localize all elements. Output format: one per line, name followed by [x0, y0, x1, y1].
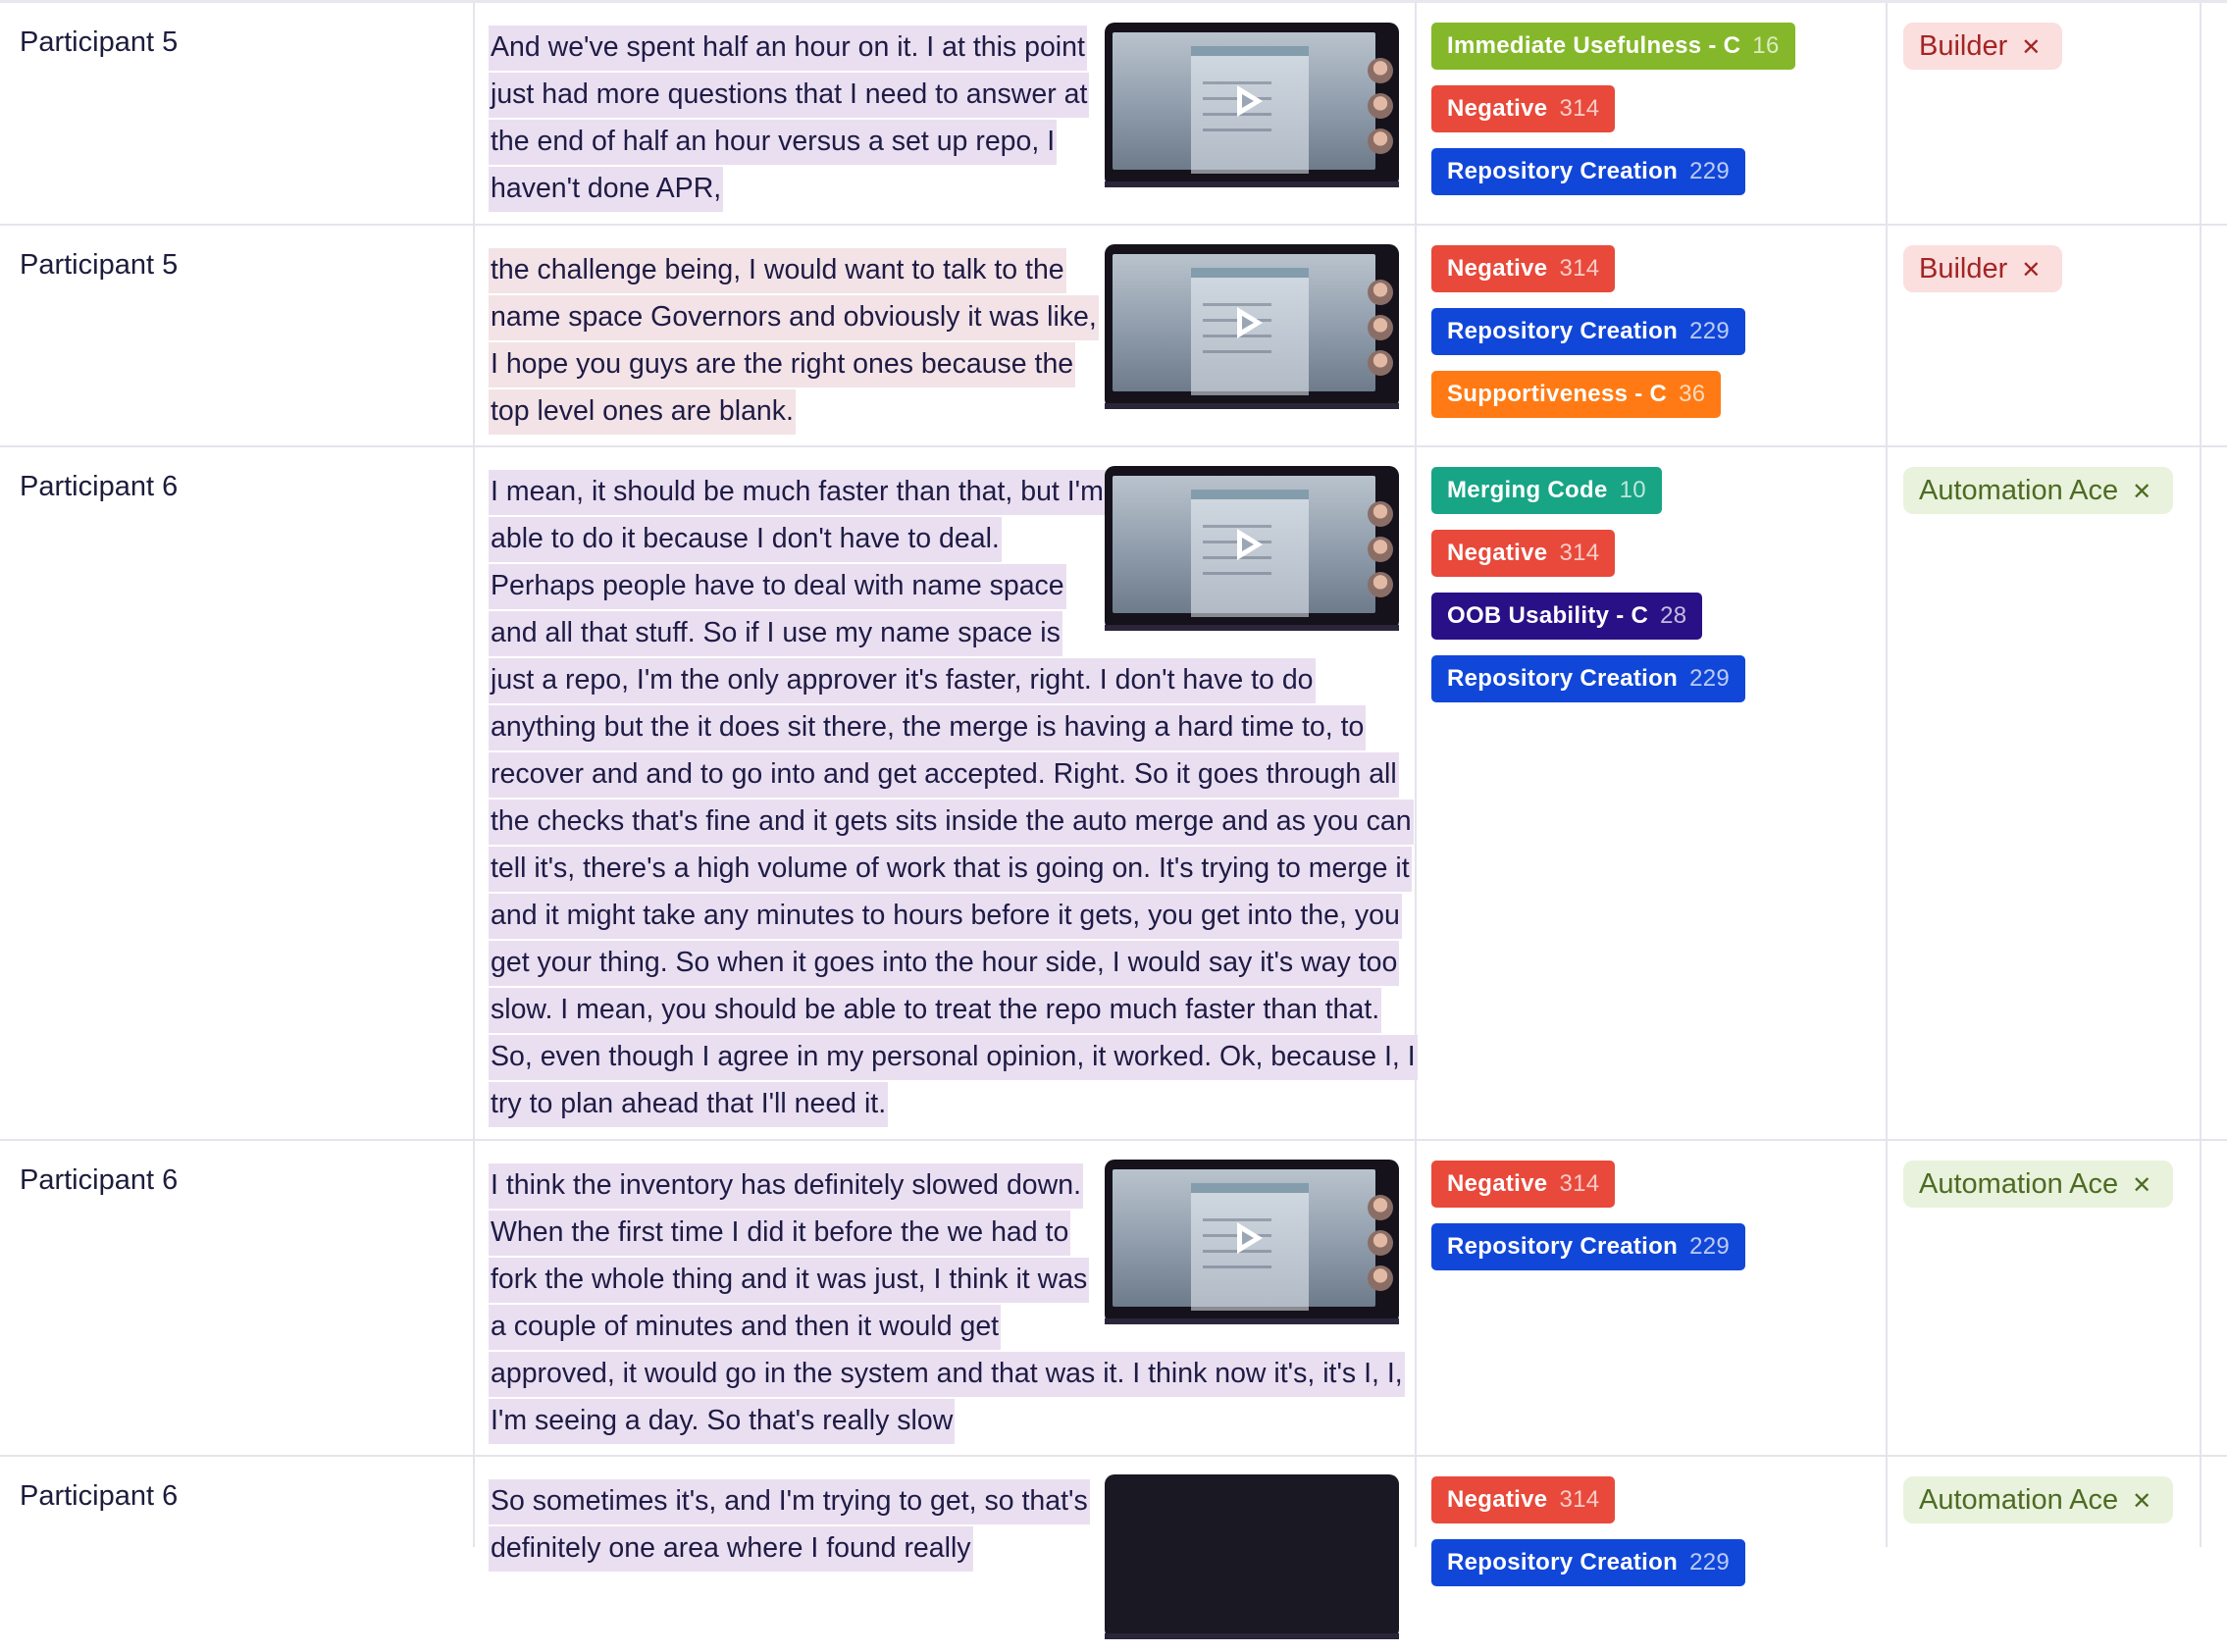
- tag-count: 16: [1752, 32, 1780, 59]
- tag-label: Negative: [1447, 255, 1548, 282]
- persona-chip[interactable]: [1903, 23, 2062, 70]
- column-divider: [1886, 3, 1888, 224]
- tag-count: 229: [1689, 1549, 1731, 1575]
- close-icon[interactable]: ✕: [2132, 1172, 2152, 1199]
- column-divider: [1886, 1141, 1888, 1455]
- tag-count: 28: [1660, 602, 1687, 629]
- tag-list: [1431, 23, 1795, 211]
- tag-label: Negative: [1447, 95, 1548, 122]
- tag-label: Repository Creation: [1447, 318, 1679, 344]
- close-icon[interactable]: ✕: [2132, 479, 2152, 505]
- persona-label: Automation Ace: [1919, 475, 2119, 506]
- close-icon[interactable]: ✕: [2021, 34, 2042, 61]
- tag-label: Repository Creation: [1447, 665, 1679, 692]
- column-divider: [473, 1457, 475, 1547]
- highlighted-quote: So sometimes it's, and I'm trying to get, so that's definitely one area where I found really: [489, 1479, 1090, 1572]
- tag-label: Negative: [1447, 1170, 1548, 1197]
- tag-list: [1431, 1161, 1745, 1286]
- participant-name: Participant 6: [20, 1480, 179, 1512]
- tag-label: Repository Creation: [1447, 1549, 1679, 1575]
- tag-list: [1431, 245, 1745, 434]
- tag-label: Supportiveness - C: [1447, 381, 1668, 407]
- tag-negative[interactable]: [1431, 1476, 1615, 1523]
- column-divider: [1886, 1457, 1888, 1547]
- persona-label: Builder: [1919, 253, 2008, 284]
- tag-label: OOB Usability - C: [1447, 602, 1649, 629]
- tag-label: Merging Code: [1447, 477, 1608, 503]
- tag-list: [1431, 1476, 1745, 1602]
- persona-label: Builder: [1919, 30, 2008, 62]
- participant-avatars: [1368, 1195, 1393, 1301]
- tag-label: Repository Creation: [1447, 1233, 1679, 1260]
- table-row: [0, 1457, 2227, 1575]
- tag-immediate-usefulness[interactable]: [1431, 23, 1795, 70]
- highlighted-quote: the challenge being, I would want to talk to the name space Governors and obviously it was like, I hope you guys are the right ones because the top level ones are blank.: [489, 248, 1099, 435]
- tag-label: Negative: [1447, 540, 1548, 566]
- tag-negative[interactable]: [1431, 85, 1615, 132]
- table-row: [0, 447, 2227, 1141]
- tag-count: 314: [1559, 540, 1600, 566]
- tag-negative[interactable]: [1431, 245, 1615, 292]
- tag-merging-code[interactable]: [1431, 467, 1662, 514]
- tag-repository-creation[interactable]: [1431, 655, 1745, 702]
- tag-count: 10: [1619, 477, 1646, 503]
- video-thumbnail[interactable]: [1105, 466, 1399, 631]
- close-icon[interactable]: ✕: [2132, 1488, 2152, 1515]
- column-divider: [2200, 1457, 2201, 1547]
- tag-repository-creation[interactable]: [1431, 1539, 1745, 1586]
- participant-name: Participant 5: [20, 26, 179, 58]
- tag-label: Immediate Usefulness - C: [1447, 32, 1741, 59]
- tag-negative[interactable]: [1431, 530, 1615, 577]
- tag-count: 229: [1689, 158, 1731, 184]
- participant-name: Participant 6: [20, 1164, 179, 1196]
- table-row: [0, 3, 2227, 226]
- column-divider: [1886, 226, 1888, 445]
- tag-supportiveness[interactable]: [1431, 371, 1721, 418]
- tag-oob-usability[interactable]: [1431, 593, 1702, 640]
- tag-count: 229: [1689, 665, 1731, 692]
- highlighted-quote: I think the inventory has definitely slowed down. When the first time I did it before the we had to fork the whole thing and it was just, I think it was a couple of minutes and then it would get approved, it would go in the system and that was it. I think now it's, it's I, I, I'm seeing a day. So that's really slow: [489, 1163, 1405, 1444]
- persona-chip[interactable]: [1903, 1476, 2173, 1523]
- persona-chip[interactable]: [1903, 467, 2173, 514]
- column-divider: [1886, 447, 1888, 1139]
- table-row: [0, 226, 2227, 447]
- column-divider: [2200, 1141, 2201, 1455]
- tag-repository-creation[interactable]: [1431, 1223, 1745, 1270]
- tag-list: [1431, 467, 1745, 718]
- participant-avatars: [1368, 58, 1393, 164]
- tag-count: 314: [1559, 1486, 1600, 1513]
- column-divider: [473, 226, 475, 445]
- tag-label: Negative: [1447, 1486, 1548, 1513]
- participant-avatars: [1368, 501, 1393, 607]
- column-divider: [2200, 226, 2201, 445]
- video-thumbnail[interactable]: [1105, 23, 1399, 187]
- tag-count: 36: [1679, 381, 1706, 407]
- video-thumbnail[interactable]: [1105, 244, 1399, 409]
- participant-avatars: [1368, 280, 1393, 386]
- tag-count: 314: [1559, 95, 1600, 122]
- tag-negative[interactable]: [1431, 1161, 1615, 1208]
- column-divider: [2200, 3, 2201, 224]
- tag-repository-creation[interactable]: [1431, 308, 1745, 355]
- highlighted-quote: And we've spent half an hour on it. I at this point just had more questions that I need to answer at the end of half an hour versus a set up repo, I haven't done APR,: [489, 26, 1089, 212]
- table-row: [0, 1141, 2227, 1457]
- column-divider: [473, 447, 475, 1139]
- tag-count: 314: [1559, 1170, 1600, 1197]
- tag-count: 229: [1689, 318, 1731, 344]
- video-thumbnail[interactable]: [1105, 1160, 1399, 1324]
- persona-label: Automation Ace: [1919, 1168, 2119, 1200]
- persona-label: Automation Ace: [1919, 1484, 2119, 1516]
- tag-count: 229: [1689, 1233, 1731, 1260]
- column-divider: [2200, 447, 2201, 1139]
- highlighted-quote: I mean, it should be much faster than that, but I'm able to do it because I don't have to deal. Perhaps people have to deal with name space and all that stuff. So if I use my name space is just a repo, I'm the only approver it's faster, right. I don't have to do anything but the it does sit there, the merge is having a hard time to, to recover and and to go into and get accepted. Right. So it goes through all the checks that's fine and it gets sits inside the auto merge and as you can tell it's, there's a high volume of work that is going on. It's trying to merge it and it might take any minutes to hours before it gets, you get into the, you get your thing. So when it goes into the hour side, I would say it's way too slow. I mean, you should be able to treat the repo much faster than that. So, even though I agree in my personal opinion, it worked. Ok, because I, I try to plan ahead that I'll need it.: [489, 470, 1418, 1127]
- close-icon[interactable]: ✕: [2021, 257, 2042, 284]
- column-divider: [473, 3, 475, 224]
- persona-chip[interactable]: [1903, 1161, 2173, 1208]
- tag-repository-creation[interactable]: [1431, 148, 1745, 195]
- tag-label: Repository Creation: [1447, 158, 1679, 184]
- tag-count: 314: [1559, 255, 1600, 282]
- video-thumbnail[interactable]: [1105, 1474, 1399, 1639]
- column-divider: [473, 1141, 475, 1455]
- participant-name: Participant 5: [20, 249, 179, 281]
- participant-name: Participant 6: [20, 471, 179, 502]
- persona-chip[interactable]: [1903, 245, 2062, 292]
